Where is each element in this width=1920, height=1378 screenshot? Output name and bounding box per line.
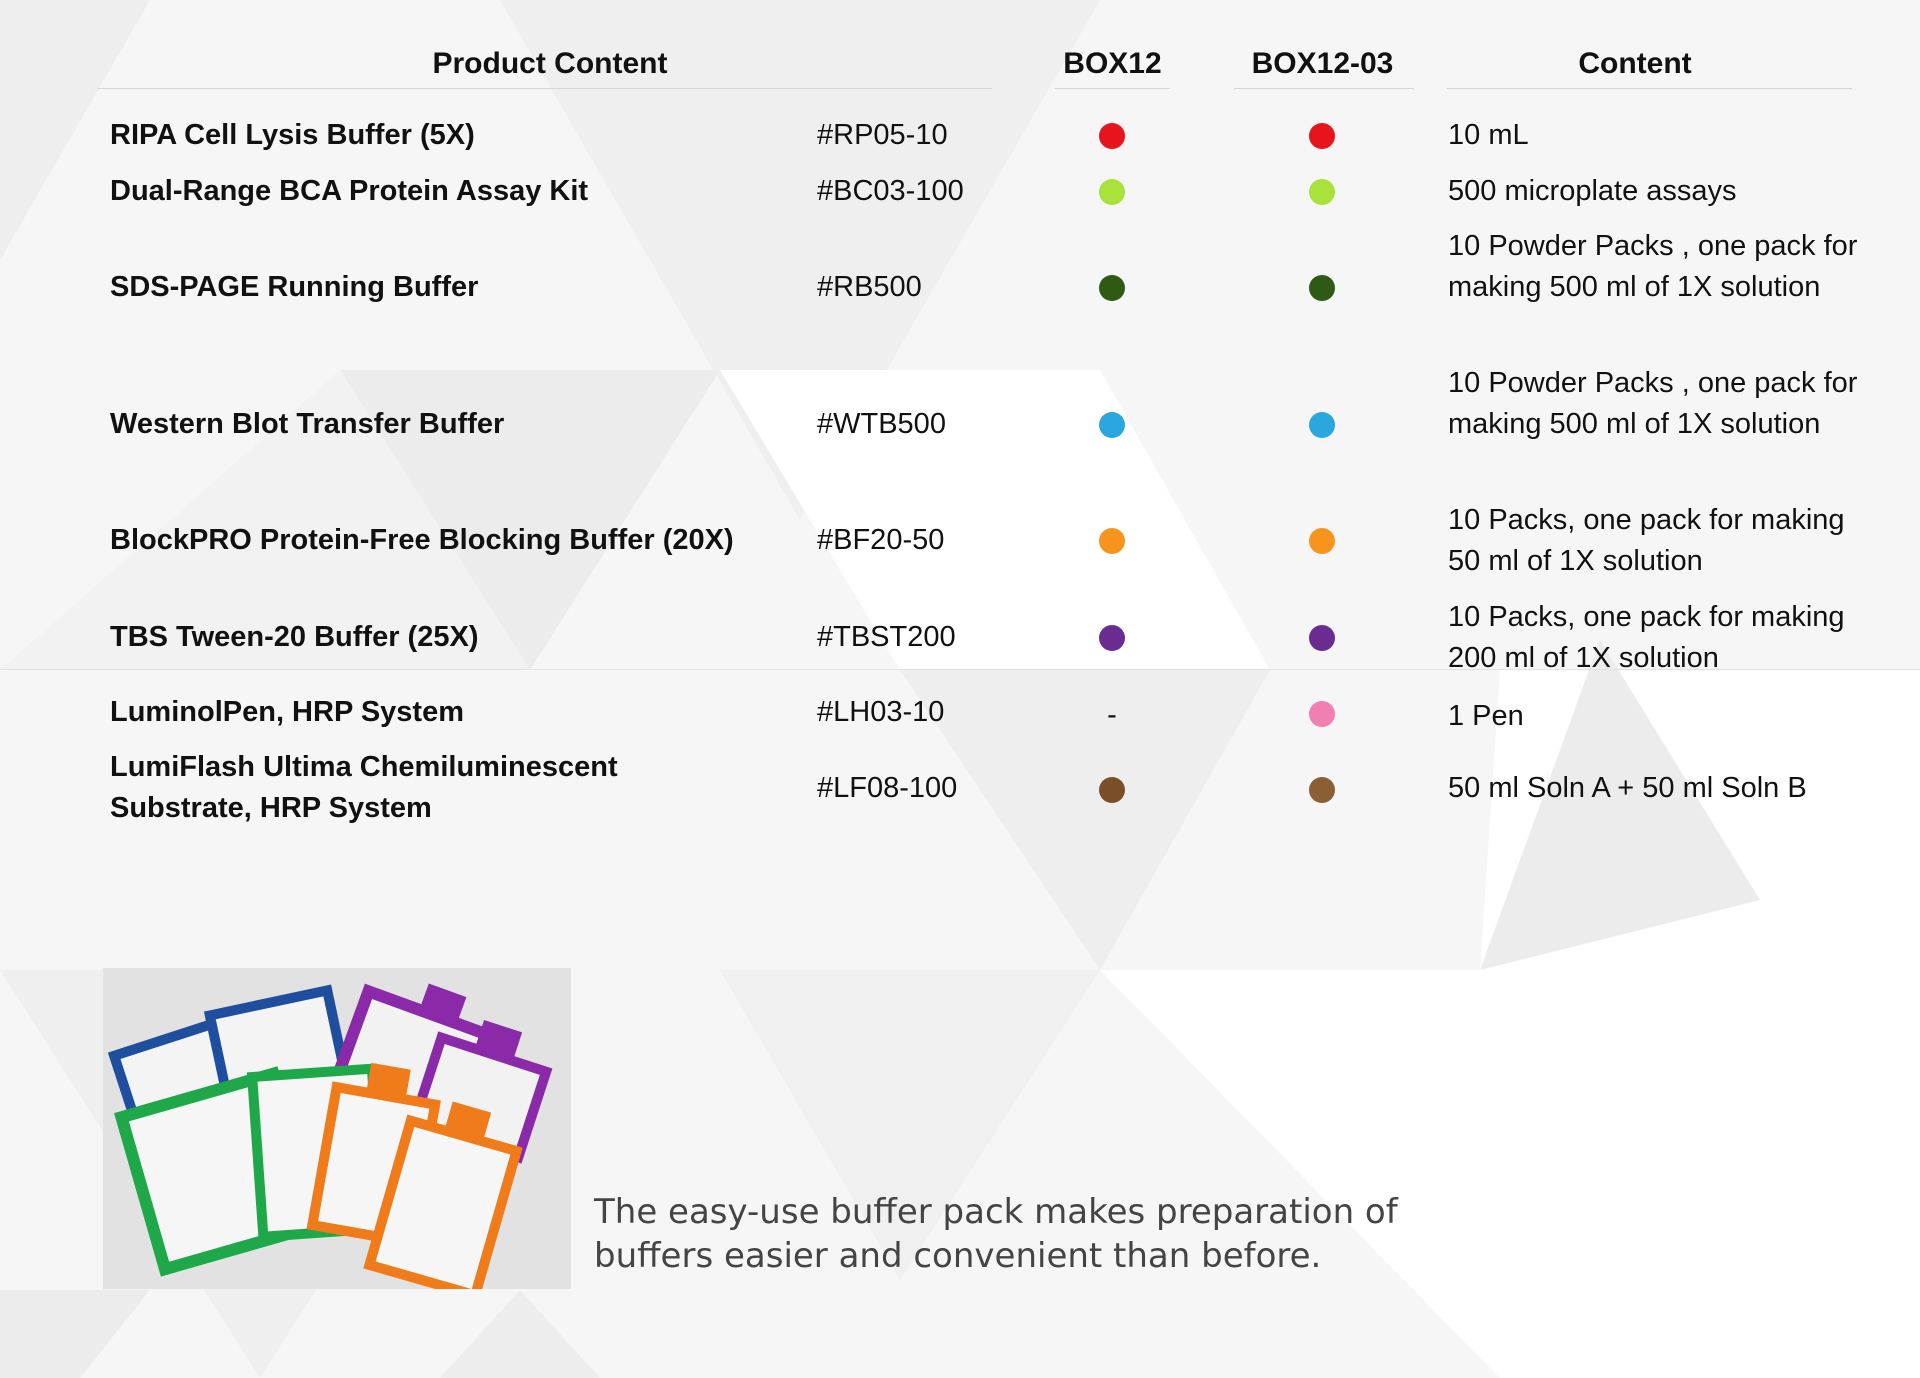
product-name: Dual-Range BCA Protein Assay Kit	[110, 175, 589, 207]
header-box12-03: BOX12-03	[1251, 47, 1394, 80]
product-name: LuminolPen, HRP System	[110, 696, 464, 728]
product-name: BlockPRO Protein-Free Blocking Buffer (20X)	[110, 524, 734, 556]
header-underline-product	[97, 88, 992, 89]
product-name: SDS-PAGE Running Buffer	[110, 271, 479, 303]
buffer-packs-photo	[103, 968, 571, 1289]
box12-03-indicator-dot	[1309, 701, 1335, 727]
content-description: 10 Powder Packs , one pack for making 500 ml of 1X solution	[1448, 367, 1858, 440]
box12-indicator-dot	[1099, 123, 1125, 149]
box12-03-indicator-dot	[1309, 123, 1335, 149]
content-description: 10 Powder Packs , one pack for making 500 ml of 1X solution	[1448, 230, 1858, 303]
box12-indicator-dot	[1099, 777, 1125, 803]
box12-indicator-dot	[1099, 625, 1125, 651]
box12-03-indicator-dot	[1309, 275, 1335, 301]
box12-03-indicator-dot	[1309, 777, 1335, 803]
catalog-number: #TBST200	[817, 621, 956, 653]
catalog-number: #RP05-10	[817, 119, 948, 151]
header-underline-box12-03	[1234, 88, 1414, 89]
product-name: LumiFlash Ultima Chemiluminescent Substrate, HRP System	[110, 751, 618, 824]
header-content: Content	[1578, 47, 1692, 80]
content-description: 10 mL	[1448, 119, 1529, 151]
product-name: Western Blot Transfer Buffer	[110, 408, 505, 440]
content-description: 10 Packs, one pack for making 50 ml of 1X solution	[1448, 504, 1845, 577]
content-description: 50 ml Soln A + 50 ml Soln B	[1448, 772, 1807, 804]
catalog-number: #WTB500	[817, 408, 946, 440]
box12-indicator-dot	[1099, 528, 1125, 554]
caption-text: The easy-use buffer pack makes preparation of buffers easier and convenient than before.	[594, 1192, 1398, 1276]
header-box12: BOX12	[1063, 47, 1162, 80]
box12-indicator-dot	[1099, 275, 1125, 301]
header-underline-content	[1447, 88, 1852, 89]
content-description: 1 Pen	[1448, 700, 1524, 732]
product-name: TBS Tween-20 Buffer (25X)	[110, 621, 479, 653]
box12-indicator-dot	[1099, 179, 1125, 205]
box12-03-indicator-dot	[1309, 528, 1335, 554]
content-description: 10 Packs, one pack for making 200 ml of 1X solution	[1448, 601, 1845, 674]
catalog-number: #BF20-50	[817, 524, 945, 556]
catalog-number: #LH03-10	[817, 696, 945, 728]
header-product-content: Product Content	[432, 47, 668, 80]
catalog-number: #LF08-100	[817, 772, 958, 804]
header-underline-box12	[1055, 88, 1170, 89]
box12-indicator-dot	[1099, 412, 1125, 438]
row-separator	[0, 669, 1920, 670]
product-name: RIPA Cell Lysis Buffer (5X)	[110, 119, 475, 151]
box12-not-included: -	[1107, 699, 1117, 731]
box12-03-indicator-dot	[1309, 625, 1335, 651]
box12-03-indicator-dot	[1309, 412, 1335, 438]
content-description: 500 microplate assays	[1448, 175, 1737, 207]
catalog-number: #BC03-100	[817, 175, 964, 207]
catalog-number: #RB500	[817, 271, 922, 303]
box12-03-indicator-dot	[1309, 179, 1335, 205]
